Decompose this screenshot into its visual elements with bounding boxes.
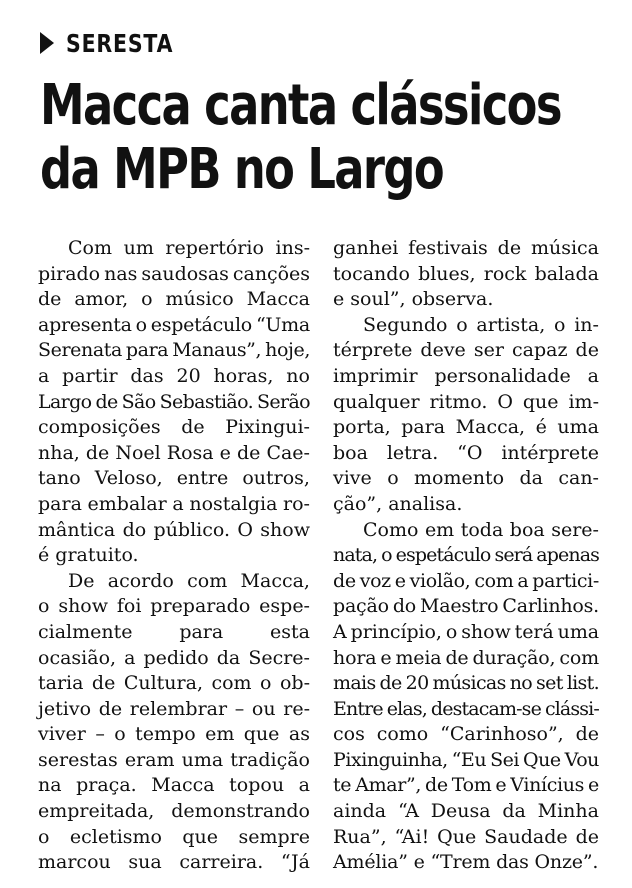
text-line: cialmente para esta xyxy=(38,620,310,643)
text-line: ção”, analisa. xyxy=(333,492,463,515)
text-line: nata, o espetáculo será apenas xyxy=(333,544,599,567)
play-triangle-icon xyxy=(40,32,54,54)
headline-line-2: da MPB no Largo xyxy=(40,137,444,202)
text-line: empreitada, demonstrando xyxy=(38,800,310,823)
text-line: mais de 20 músicas no set list. xyxy=(333,672,599,695)
text-line: porta, para Macca, é uma xyxy=(333,416,599,439)
text-line: cos como “Carinhoso”, de xyxy=(333,723,599,746)
text-line: te Amar”, de Tom e Vinícius e xyxy=(333,774,599,797)
text-line: o show foi preparado espe- xyxy=(38,595,310,618)
body-column-left xyxy=(38,236,310,876)
text-line: qualquer ritmo. O que im- xyxy=(333,390,599,413)
text-line: vive o momento da can- xyxy=(333,467,599,490)
text-line: pação do Maestro Carlinhos. xyxy=(333,595,599,618)
text-line: para embalar a nostalgia ro- xyxy=(38,492,310,515)
text-line: marcou sua carreira. “Já xyxy=(38,851,310,874)
headline xyxy=(40,73,561,202)
section-kicker xyxy=(40,28,197,58)
text-line: De acordo com Macca, xyxy=(68,569,310,592)
text-line: Serenata para Manaus”, hoje, xyxy=(38,339,310,362)
text-line: na praça. Macca topou a xyxy=(38,774,310,797)
text-line: mântica do público. O show xyxy=(38,518,310,541)
text-line: serestas eram uma tradição xyxy=(38,748,310,771)
text-line: Pixinguinha, “Eu Sei Que Vou xyxy=(333,748,599,771)
text-line: pirado nas saudosas canções xyxy=(38,262,310,285)
text-line: de amor, o músico Macca xyxy=(38,288,310,311)
text-line: tocando blues, rock balada xyxy=(333,262,599,285)
text-line: é gratuito. xyxy=(38,544,139,567)
text-line: o ecletismo que sempre xyxy=(38,825,310,848)
text-line: Rua”, “Ai! Que Saudade de xyxy=(333,825,599,848)
text-line: de voz e violão, com a partici- xyxy=(333,569,599,592)
text-line: jetivo de relembrar – ou re- xyxy=(38,697,310,720)
text-line: Com um repertório ins- xyxy=(68,237,310,259)
text-line: composições de Pixingui- xyxy=(38,416,310,439)
text-line: ganhei festivais de música xyxy=(333,237,599,259)
text-line: Entre elas, destacam-se clássi- xyxy=(333,697,599,720)
headline-line-1: Macca canta clássicos xyxy=(40,73,561,138)
body-column-right xyxy=(333,236,599,876)
text-line: Amélia” e “Trem das Onze”. xyxy=(333,851,599,874)
text-line: boa letra. “O intérprete xyxy=(333,441,599,464)
text-line: ainda “A Deusa da Minha xyxy=(333,800,599,823)
text-line: Como em toda boa sere- xyxy=(363,518,599,541)
text-line: nha, de Noel Rosa e de Cae- xyxy=(38,441,310,464)
text-line: hora e meia de duração, com xyxy=(333,646,599,669)
text-line: ocasião, a pedido da Secre- xyxy=(38,646,310,669)
text-line: térprete deve ser capaz de xyxy=(333,339,599,362)
text-line: viver – o tempo em que as xyxy=(38,723,310,746)
text-line: imprimir personalidade a xyxy=(333,364,599,387)
text-line: Largo de São Sebastião. Serão xyxy=(38,390,310,413)
section-label: SERESTA xyxy=(66,28,174,58)
text-line: Segundo o artista, o in- xyxy=(363,313,599,336)
text-line: e soul”, observa. xyxy=(333,288,494,311)
text-line: apresenta o espetáculo “Uma xyxy=(38,313,310,336)
text-line: taria de Cultura, com o ob- xyxy=(38,672,310,695)
text-line: A princípio, o show terá uma xyxy=(333,620,599,643)
text-line: tano Veloso, entre outros, xyxy=(38,467,310,490)
text-line: a partir das 20 horas, no xyxy=(38,364,310,387)
